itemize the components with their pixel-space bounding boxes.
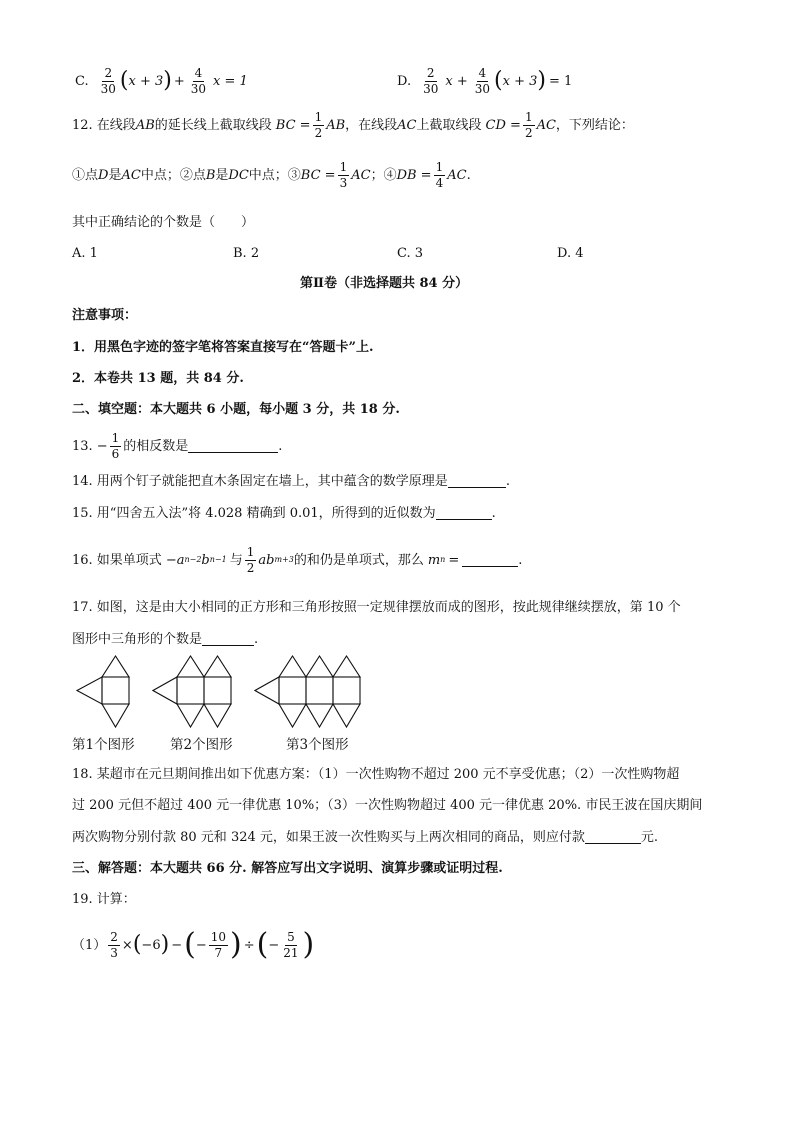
q12-conclusions: ①点 D 是 AC 中点；②点 B 是 DC 中点；③ BC = $\frac{1}{3}$ AC ；④ DB = $\frac{1}{4}$ AC . <box>72 159 471 190</box>
q12-option-d: D. 4 <box>557 246 584 261</box>
q12-option-a: A. 1 <box>72 246 98 261</box>
q17-line2: 图形中三角形的个数是 . <box>72 632 259 647</box>
figure-1 <box>74 654 144 730</box>
figure-2 <box>152 654 242 730</box>
q11-option-c: C. $\frac{2}{30}$ ( x + 3 ) + $\frac{4}{30}$ x = 1 <box>75 65 248 96</box>
section3-heading: 三、解答题：本大题共 66 分. 解答应写出文字说明、演算步骤或证明过程. <box>72 861 503 876</box>
q12-option-c: C. 3 <box>397 246 424 261</box>
answer-blank[interactable] <box>448 475 506 488</box>
option-label: C. <box>75 73 89 89</box>
q19-title: 19. 计算： <box>72 892 136 907</box>
var-x: x + <box>445 73 468 89</box>
answer-blank[interactable] <box>202 633 254 646</box>
fraction: $\frac{4}{30}$ <box>190 65 207 96</box>
figure-1-caption: 第1个图形 <box>72 737 135 753</box>
equation-tail: x = 1 <box>213 73 248 89</box>
q17-line1: 17. 如图，这是由大小相同的正方形和三角形按照一定规律摆放而成的图形，按此规律继续摆放，第 10 个 <box>72 600 681 615</box>
paren-expr: x + 3 <box>502 73 538 89</box>
fraction: $\frac{2}{30}$ <box>423 65 439 96</box>
option-label: D. <box>397 73 412 89</box>
q18-line1: 18. 某超市在元旦期间推出如下优惠方案：（1）一次性购物不超过 200 元不享受优惠；（2）一次性购物超 <box>72 767 680 782</box>
section2-heading: 二、填空题：本大题共 6 小题，每小题 3 分，共 18 分. <box>72 402 400 417</box>
fraction: $\frac{4}{30}$ <box>474 65 491 96</box>
q12-stem: 12. 在线段 AB 的延长线上截取线段 BC = $\frac{1}{2}$ AB ，在线段 AC 上截取线段 CD = $\frac{1}{2}$ AC ，下列结论： <box>72 109 634 140</box>
answer-blank[interactable] <box>585 831 641 844</box>
figure-3 <box>254 654 366 730</box>
q19-part1: （1） $\frac{2}{3}$ × ( −6 ) − ( − $\frac{10}{7}$ ) ÷ ( − $\frac{5}{21}$ ) <box>72 927 315 962</box>
q12-option-b: B. 2 <box>233 246 260 261</box>
notice-2: 2．本卷共 13 题，共 84 分. <box>72 371 244 386</box>
q12-question: 其中正确结论的个数是（ ） <box>72 215 255 230</box>
notice-title: 注意事项： <box>72 308 138 323</box>
q15: 15. 用“四舍五入法”将 4.028 精确到 0.01，所得到的近似数为 . <box>72 506 496 521</box>
part2-title: 第Ⅱ卷（非选择题共 84 分） <box>300 276 469 291</box>
q18-line2: 过 200 元但不超过 400 元一律优惠 10%；（3）一次性购物超过 400 元一律优惠 20%. 市民王波在国庆期间 <box>72 798 703 813</box>
equation-tail: = 1 <box>548 73 573 89</box>
q14: 14. 用两个钉子就能把直木条固定在墙上，其中蕴含的数学原理是 . <box>72 474 510 489</box>
plus: + <box>173 73 185 89</box>
q13: 13. − $\frac{1}{6}$ 的相反数是 . <box>72 430 283 461</box>
paren-expr: x + 3 <box>128 73 164 89</box>
q16: 16. 如果单项式 −a n−2 b n−1 与 $\frac{1}{2}$ ab m+3 的和仍是单项式，那么 m n = . <box>72 544 523 575</box>
q18-line3: 两次购物分别付款 80 元和 324 元，如果王波一次性购买与上两次相同的商品，则应付款 元. <box>72 830 659 845</box>
answer-blank[interactable] <box>436 507 492 520</box>
figure-3-caption: 第3个图形 <box>286 737 349 753</box>
answer-blank[interactable] <box>462 554 518 567</box>
figure-2-caption: 第2个图形 <box>170 737 233 753</box>
answer-blank[interactable] <box>188 440 278 453</box>
notice-1: 1．用黑色字迹的签字笔将答案直接写在“答题卡”上. <box>72 340 374 355</box>
q11-option-d: D. $\frac{2}{30}$ x + $\frac{4}{30}$ ( x + 3 ) = 1 <box>397 65 573 96</box>
fraction: $\frac{2}{30}$ <box>100 65 116 96</box>
